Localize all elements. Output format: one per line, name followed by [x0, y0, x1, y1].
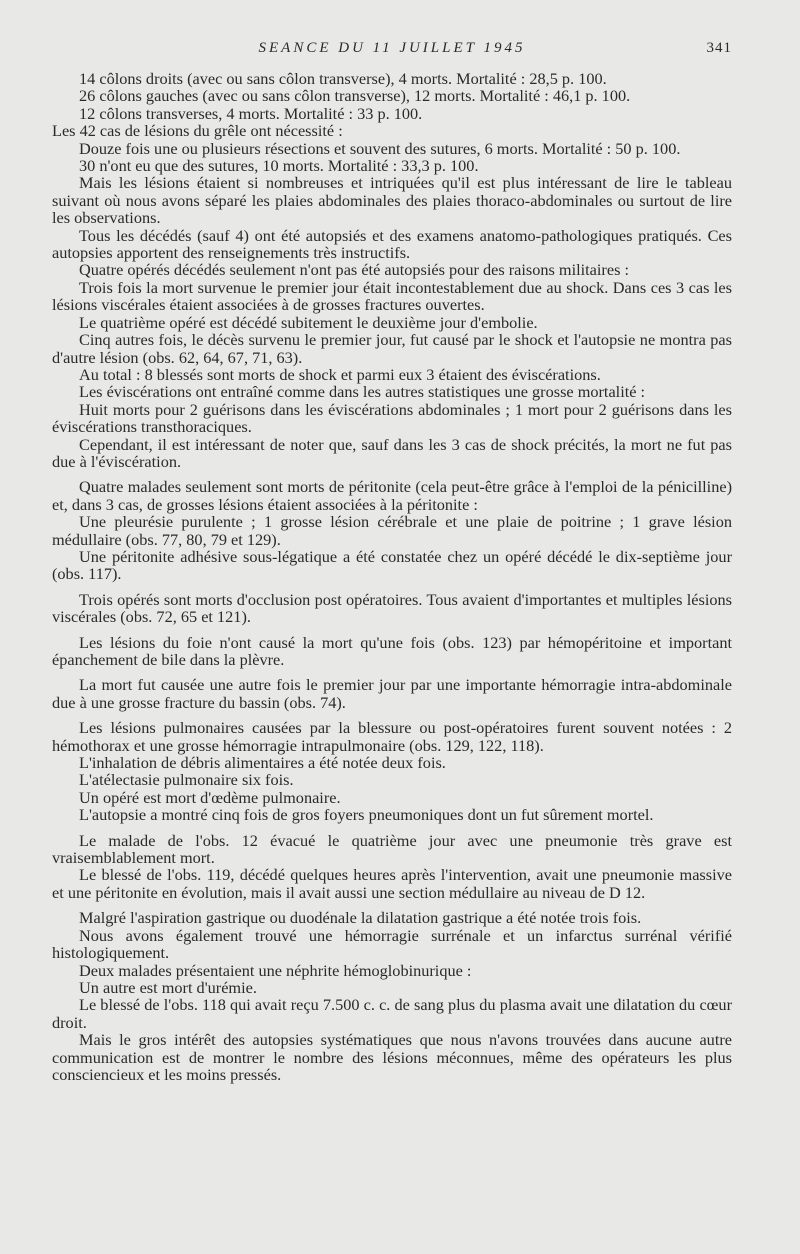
- paragraph: 26 côlons gauches (avec ou sans côlon transverse), 12 morts. Mortalité : 46,1 p. 100.: [79, 86, 631, 106]
- paragraph: Le quatrième opéré est décédé subitement le deuxième jour d'embolie.: [79, 312, 538, 332]
- paragraph: Trois opérés sont morts d'occlusion post opératoires. Tous avaient d'importantes et multiples lésions viscérales (obs. 72, 65 et 121).: [52, 589, 732, 627]
- paragraph: 30 n'ont eu que des sutures, 10 morts. Mortalité : 33,3 p. 100.: [79, 156, 479, 176]
- paragraph: Quatre opérés décédés seulement n'ont pas été autopsiés pour des raisons militaires :: [79, 260, 630, 280]
- paragraph: Cependant, il est intéressant de noter que, sauf dans les 3 cas de shock précités, la mort ne fut pas due à l'éviscération.: [52, 434, 732, 471]
- paragraph: Douze fois une ou plusieurs résections et souvent des sutures, 6 morts. Mortalité : 50 p. 100.: [79, 138, 681, 158]
- paragraph: Les lésions pulmonaires causées par la blessure ou post-opératoires furent souvent notées : 2 hémothorax et une grosse hémorragie intrapulmonaire (obs. 129, 122, 118).: [52, 718, 732, 755]
- paragraph: Le blessé de l'obs. 118 qui avait reçu 7.500 c. c. de sang plus du plasma avait une dilatation du cœur droit.: [52, 995, 732, 1032]
- paragraph: Deux malades présentaient une néphrite hémoglobinurique :: [79, 960, 472, 980]
- paragraph: L'atélectasie pulmonaire six fois.: [79, 770, 294, 790]
- paragraph: Nous avons également trouvé une hémorragie surrénale et un infarctus surrénal vérifié histologiquement.: [52, 925, 732, 963]
- paragraph: Une pleurésie purulente ; 1 grosse lésion cérébrale et une plaie de poitrine ; 1 grave lésion médullaire (obs. 77, 80, 79 et 129).: [52, 512, 732, 549]
- paragraph: 14 côlons droits (avec ou sans côlon transverse), 4 morts. Mortalité : 28,5 p. 100.: [79, 69, 607, 88]
- body-text: [52, 70, 732, 1083]
- paragraph: Les lésions du foie n'ont causé la mort qu'une fois (obs. 123) par hémopéritoine et important épanchement de bile dans la plèvre.: [52, 632, 732, 669]
- paragraph: Au total : 8 blessés sont morts de shock et parmi eux 3 étaient des éviscérations.: [79, 364, 601, 384]
- running-header: [52, 40, 732, 70]
- paragraph: L'autopsie a montré cinq fois de gros foyers pneumoniques dont un fut sûrement mortel.: [79, 805, 654, 825]
- paragraph: Un autre est mort d'urémie.: [79, 977, 257, 997]
- paragraph: Un opéré est mort d'œdème pulmonaire.: [79, 787, 341, 807]
- paragraph: Trois fois la mort survenue le premier jour était incontestablement due au shock. Dans ces 3 cas les lésions viscérales étaient associées à de grosses fractures ouvertes.: [52, 277, 732, 315]
- paragraph: Tous les décédés (sauf 4) ont été autopsiés et des examens anatomo-pathologiques pratiqués. Ces autopsies apportent des renseignements très instructifs.: [52, 225, 732, 263]
- paragraph: Les éviscérations ont entraîné comme dans les autres statistiques une grosse mortalité :: [79, 382, 646, 402]
- paragraph: L'inhalation de débris alimentaires a été notée deux fois.: [79, 753, 446, 773]
- paragraph: Le blessé de l'obs. 119, décédé quelques heures après l'intervention, avait une pneumonie massive et une péritonite en évolution, mais il avait aussi une section médullaire au niveau de D 12.: [52, 865, 732, 902]
- paragraph: Mais les lésions étaient si nombreuses et intriquées qu'il est plus intéressant de lire le tableau suivant où nous avons séparé les plaies abdominales des plaies thoraco-abdominales ou surtout de lire les observations.: [52, 173, 732, 228]
- paragraph: 12 côlons transverses, 4 morts. Mortalité : 33 p. 100.: [79, 103, 423, 123]
- paragraph: Malgré l'aspiration gastrique ou duodénale la dilatation gastrique a été notée trois fois.: [79, 908, 642, 928]
- paragraph: Le malade de l'obs. 12 évacué le quatrième jour avec une pneumonie très grave est vraisemblablement mort.: [52, 830, 732, 868]
- header-title: SEANCE DU 11 JUILLET 1945: [258, 40, 526, 56]
- paragraph: Mais le gros intérêt des autopsies systématiques que nous n'avons trouvées dans aucune autre communication est de montrer le nombre des lésions méconnues, même des opérateurs les plus consciencieux et les moins pressés.: [52, 1030, 732, 1084]
- paragraph: La mort fut causée une autre fois le premier jour par une importante hémorragie intra-abdominale due à une grosse fracture du bassin (obs. 74).: [52, 675, 732, 712]
- paragraph: Une péritonite adhésive sous-légatique a été constatée chez un opéré décédé le dix-septième jour (obs. 117).: [52, 546, 732, 584]
- paragraph: Les 42 cas de lésions du grêle ont nécessité :: [52, 121, 343, 141]
- paragraph: Cinq autres fois, le décès survenu le premier jour, fut causé par le shock et l'autopsie ne montra pas d'autre lésion (obs. 62, 64, 67, 71, 63).: [52, 330, 732, 367]
- paragraph: Quatre malades seulement sont morts de péritonite (cela peut-être grâce à l'emploi de la pénicilline) et, dans 3 cas, de grosses lésions étaient associées à la péritonite :: [52, 477, 732, 514]
- page-number: 341: [706, 40, 732, 56]
- paragraph: Huit morts pour 2 guérisons dans les éviscérations abdominales ; 1 mort pour 2 guérisons dans les éviscérations transthoraciques.: [52, 399, 732, 437]
